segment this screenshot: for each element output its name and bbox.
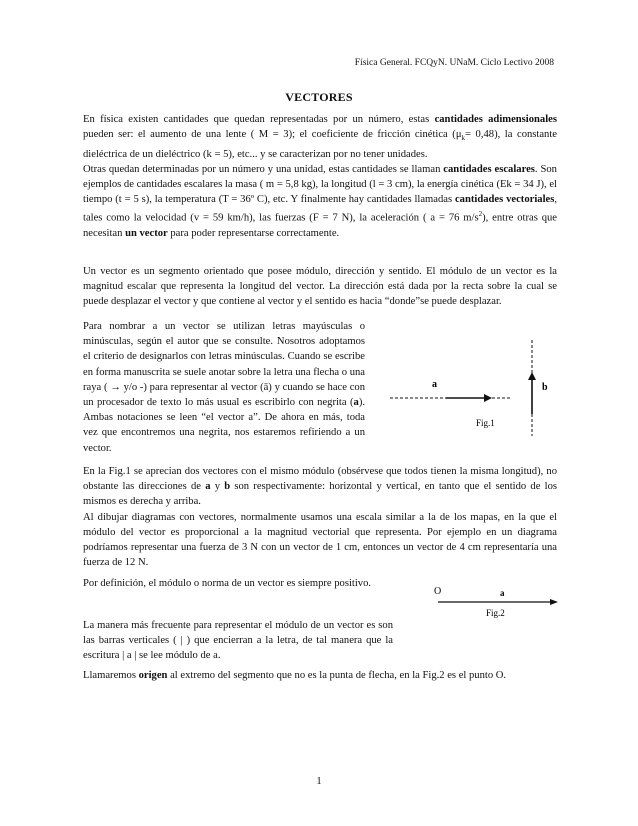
- figure-2: [424, 582, 574, 622]
- vector-a-label: a: [500, 588, 505, 598]
- vector-b-arrowhead: [528, 372, 536, 380]
- running-header: Física General. FCQyN. UNaM. Ciclo Lectivo 2008: [354, 58, 554, 68]
- figure-1-caption: Fig.1: [476, 418, 495, 428]
- vector-b-label: b: [542, 382, 548, 393]
- paragraph-barras: La manera más frecuente para representar el módulo de un vector es son las barras verticales ( | ) que encierran a la letra, de tal manera que la escritura | a | se lee módulo de a.: [83, 620, 393, 662]
- paragraph-modulo-positivo: Por definición, el módulo o norma de un vector es siempre positivo.: [83, 578, 372, 589]
- paragraph-origen: Llamaremos origen al extremo del segmento que no es la punta de flecha, en la Fig.2 es el punto O.: [83, 670, 507, 681]
- paragraph-notacion: Para nombrar a un vector se utilizan letras mayúsculas o minúsculas, según el autor que se consulte. Nosotros adoptamos el criterio de designarlos con letras minúsculas. Cuando se escribe en forma manuscrita se suele anotar sobre la letra una flecha o una raya ( → y/o -) para representar al vector (ā) y cuando se hace con un procesador de texto lo más usual es escribirlo con negrita (a). Ambas notaciones se leen “el vector a”. De ahora en más, toda vez que encontremos una negrita, nos estaremos refiriendo a un vector.: [83, 321, 365, 454]
- paragraph-fig1: En la Fig.1 se aprecian dos vectores con el mismo módulo (obsérvese que todos tienen la misma longitud), no obstante las direcciones de a y b son respectivamente: horizontal y vertical, en tanto que el sentido de los mismos es derecha y arriba. Al dibujar diagramas con vectores, normalmente usamos una escala similar a la de los mapas, en la que el módulo del vector es proporcional a la magnitud vectorial que representa. Por ejemplo en un diagrama podríamos representar una fuerza de 3 N con un vector de 1 cm, entonces un vector de 4 cm representaría una fuerza de 12 N.: [83, 464, 557, 570]
- vector-a-arrowhead: [484, 394, 492, 402]
- vector-a-label: a: [432, 379, 437, 390]
- paragraph-adimensionales: En física existen cantidades que quedan representadas por un número, estas cantidades adimensionales pueden ser: el aumento de una lente ( M = 3); el coeficiente de fricción cinética $(\mu_k= 0,48)$, la constante dieléctrica de un dieléctrico (k = 5), etc... y se caracterizan por no tener unidades. Otras quedan determinadas por un número y una unidad, estas cantidades se llaman cantidades escalares. Son ejemplos de cantidades escalares la masa ( m = 5,8 kg), la longitud (l = 3 cm), la energía cinética (Ek = 34 J), el tiempo (t = 5 s), la temperatura (T = 36º C), etc. Y finalmente hay cantidades llamadas cantidades vectoriales, tales como la velocidad (v = 59 km/h), las fuerzas (F = 7 N), la aceleración ( a = 76 $m/s^2$), entre otras que necesitan un vector para poder representarse correctamente.: [83, 112, 557, 241]
- paragraph-escalares: Otras quedan determinadas por un número y una unidad, estas cantidades se llaman cantidades escalares. Son ejemplos de cantidades escalares la masa ( m = 5,8 kg), la longitud (l = 3 cm), la energía cinética (Ek = 34 J), el tiempo (t = 5 s), la temperatura (T = 36º C), etc. Y finalmente hay cantidades llamadas cantidades vectoriales, tales como la velocidad (v = 59 km/h), las fuerzas (F = 7 N), la aceleración ( a = 76 $m/s^2$), entre otras que necesitan un vector para poder representarse correctamente.: [83, 163, 557, 240]
- origin-label: O: [434, 586, 442, 597]
- paragraph-definicion-vector: Un vector es un segmento orientado que posee módulo, dirección y sentido. El módulo de un vector es la magnitud escalar que representa la longitud del vector. La dirección está dada por la recta sobre la cual se puede desplazar el vector y que contiene al vector y el sentido es hacia “donde”se puede desplazar.: [83, 266, 557, 308]
- figure-1: [380, 332, 570, 440]
- figure-2-caption: Fig.2: [486, 608, 505, 618]
- paragraph-escala: Al dibujar diagramas con vectores, normalmente usamos una escala similar a la de los mapas, en la que el módulo del vector es proporcional a la magnitud vectorial que representa. Por ejemplo en un diagrama podríamos representar una fuerza de 3 N con un vector de 1 cm, entonces un vector de 4 cm representaría una fuerza de 12 N.: [83, 511, 557, 569]
- vector-a-arrowhead: [550, 599, 558, 605]
- page-title: VECTORES: [285, 90, 353, 104]
- page-number: 1: [316, 776, 322, 787]
